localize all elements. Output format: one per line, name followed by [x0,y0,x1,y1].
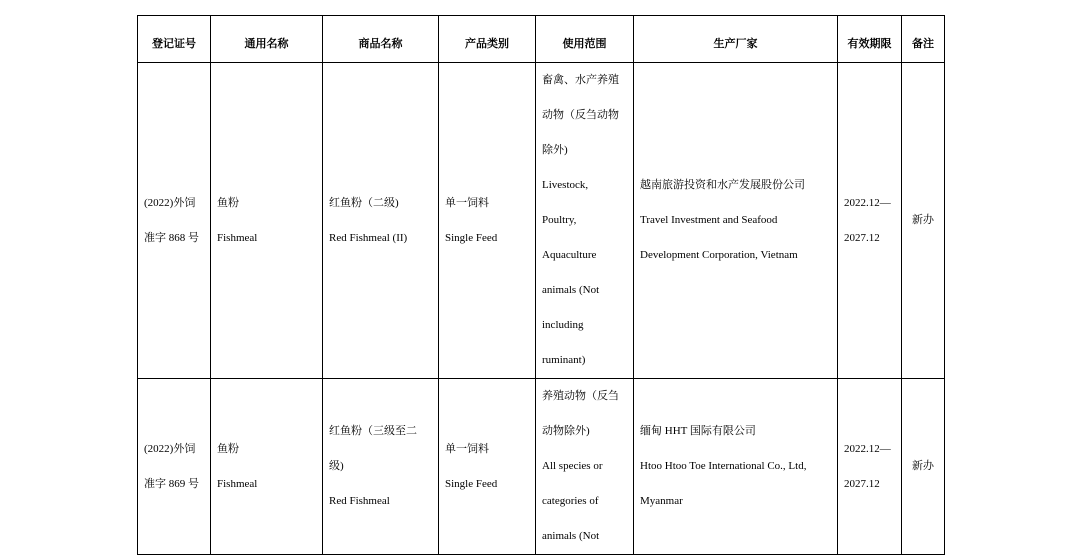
header-scope: 使用范围 [536,16,634,63]
validity-cell: 2022.12— 2027.12 [838,379,902,555]
manufacturer-cell: 越南旅游投资和水产发展股份公司 Travel Investment and Seafood Development Corporation, Vietnam [634,63,838,379]
header-manufacturer: 生产厂家 [634,16,838,63]
category-cell: 单一饲料 Single Feed [439,63,536,379]
header-remark: 备注 [902,16,945,63]
validity-cell: 2022.12— 2027.12 [838,63,902,379]
reg-no-cell: (2022)外饲 准字 868 号 [138,63,211,379]
generic-name-cell: 鱼粉 Fishmeal [211,63,323,379]
table-row [138,379,945,555]
header-category: 产品类别 [439,16,536,63]
header-trade-name: 商品名称 [323,16,439,63]
header-reg-no: 登记证号 [138,16,211,63]
category-cell: 单一饲料 Single Feed [439,379,536,555]
trade-name-cell: 红鱼粉（三级至二 级) Red Fishmeal [323,379,439,555]
manufacturer-cell: 缅甸 HHT 国际有限公司 Htoo Htoo Toe International Co., Ltd, Myanmar [634,379,838,555]
registration-table [137,15,945,555]
trade-name-cell: 红鱼粉（二级) Red Fishmeal (II) [323,63,439,379]
scope-cell: 养殖动物（反刍 动物除外) All species or categories of animals (Not [536,379,634,555]
remark-cell: 新办 [902,379,945,555]
scope-cell: 畜禽、水产养殖 动物（反刍动物 除外) Livestock, Poultry, Aquaculture animals (Not including ruminant) [536,63,634,379]
remark-cell: 新办 [902,63,945,379]
reg-no-cell: (2022)外饲 准字 869 号 [138,379,211,555]
header-row [138,16,945,63]
table-row [138,63,945,379]
generic-name-cell: 鱼粉 Fishmeal [211,379,323,555]
header-generic-name: 通用名称 [211,16,323,63]
header-validity: 有效期限 [838,16,902,63]
